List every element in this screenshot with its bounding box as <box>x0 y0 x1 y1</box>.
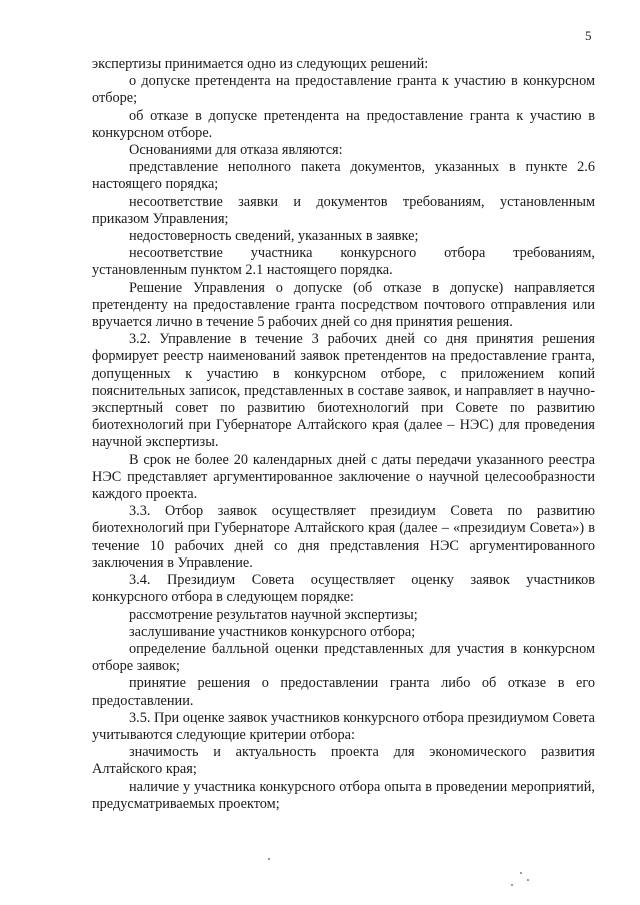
paragraph: 3.2. Управление в течение 3 рабочих дней со дня принятия решения формирует реестр наименований заявок претендентов на предоставление гранта, допущенных к участию в конкурсном отборе, с приложением копий пояснительных записок, представленных в составе заявок, и направляет в научно-экспертный совет по развитию биотехнологий при Совете по развитию биотехнологий при Губернаторе Алтайского края (далее – НЭС) для проведения научной экспертизы. <box>92 331 595 451</box>
scan-speck <box>268 858 270 860</box>
paragraph: принятие решения о предоставлении гранта либо об отказе в его предоставлении. <box>92 675 595 709</box>
scan-speck <box>520 872 522 874</box>
paragraph: наличие у участника конкурсного отбора опыта в проведении мероприятий, предусматриваемых проектом; <box>92 778 595 812</box>
paragraph: представление неполного пакета документов, указанных в пункте 2.6 настоящего порядка; <box>92 159 595 193</box>
scan-speck <box>511 884 513 886</box>
paragraph: В срок не более 20 календарных дней с даты передачи указанного реестра НЭС представляет аргументированное заключение о научной целесообразности каждого проекта. <box>92 451 595 503</box>
paragraph: Основаниями для отказа являются: <box>129 142 343 159</box>
paragraph: значимость и актуальность проекта для экономического развития Алтайского края; <box>92 744 595 778</box>
page-number: 5 <box>585 28 592 43</box>
paragraph: несоответствие участника конкурсного отбора требованиям, установленным пунктом 2.1 настоящего порядка. <box>92 245 595 279</box>
paragraph: 3.5. При оценке заявок участников конкурсного отбора президиумом Совета учитываются следующие критерии отбора: <box>92 709 595 743</box>
paragraph: экспертизы принимается одно из следующих решений: <box>92 56 429 72</box>
paragraph: определение балльной оценки представленных для участия в конкурсном отборе заявок; <box>92 640 595 675</box>
paragraph: 3.4. Президиум Совета осуществляет оценку заявок участников конкурсного отбора в следующем порядке: <box>92 572 595 606</box>
paragraph: об отказе в допуске претендента на предоставление гранта к участию в конкурсном отборе. <box>92 107 595 141</box>
scan-speck <box>527 879 529 881</box>
paragraph: рассмотрение результатов научной экспертизы; <box>129 606 418 623</box>
paragraph: заслушивание участников конкурсного отбора; <box>129 623 416 640</box>
paragraph: недостоверность сведений, указанных в заявке; <box>129 228 419 245</box>
paragraph: несоответствие заявки и документов требованиям, установленным приказом Управления; <box>92 193 595 227</box>
paragraph: 3.3. Отбор заявок осуществляет президиум Совета по развитию биотехнологий при Губернаторе Алтайского края (далее – «президиум Совета») в течение 10 рабочих дней со дня представления НЭС аргументированного заключения в Управление. <box>92 503 595 571</box>
paragraph: о допуске претендента на предоставление гранта к участию в конкурсном отборе; <box>92 73 595 107</box>
paragraph: Решение Управления о допуске (об отказе в допуске) направляется претенденту на предоставление гранта посредством почтового отправления или вручается лично в течение 5 рабочих дней со дня принятия решения. <box>92 279 595 331</box>
document-body <box>92 56 595 813</box>
